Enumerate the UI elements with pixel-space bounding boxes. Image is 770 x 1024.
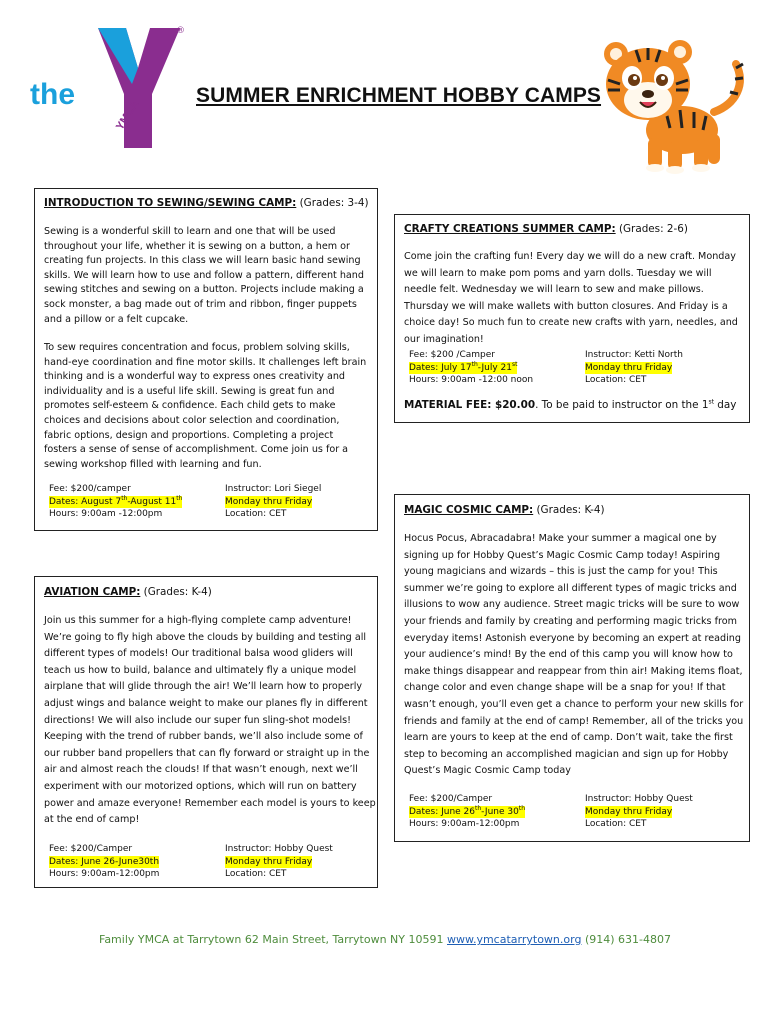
magic-location: Location: CET bbox=[585, 819, 647, 830]
crafty-paragraph: Come join the crafting fun! Every day we will do a new craft. Monday we will learn to make pom poms and yarn dolls. Tuesday we will needle felt. Wednesday we will learn to sew and make pillows. Thursday we will make wallets with button closures. And Friday is a choice day! So much fun to create new crafts with yarn, needles, and our imagination! bbox=[404, 251, 738, 345]
sewing-hours: Hours: 9:00am -12:00pm bbox=[49, 509, 163, 520]
aviation-camp-box bbox=[34, 576, 378, 888]
aviation-grades: (Grades: K-4) bbox=[140, 586, 212, 598]
crafty-fee: Fee: $200 /Camper bbox=[409, 350, 495, 360]
magic-paragraph: Hocus Pocus, Abracadabra! Make your summer a magical one by signing up for Hobby Quest’s Magic Cosmic Camp today! Aspiring young magicians and wizards – this is just the camp for you! This summer we’re going to explore all different types of magic tricks and illusions to wow any audience. Street magic tricks will be sure to wow your friends and family by creating and performing magic tricks from everyday items! Astonish everyone by becoming an expert at reading your audience’s mind! By the end of this camp you will know how to make things disappear and reappear from thin air! Making items float, change color and even change shape will be a snap for you! If that wasn’t enough, you’ll even get a chance to perform your new skills for friends and family at the end of camp! Remember, all of the tricks you learn are yours to keep at the end of camp. Don’t wait, take the first step to becoming an accomplished magician and sign up for Hobby Quest’s Magic Cosmic Camp today bbox=[404, 533, 744, 777]
ymca-logo bbox=[28, 22, 198, 152]
footer-address: Family YMCA at Tarrytown 62 Main Street, Tarrytown NY 10591 bbox=[99, 933, 447, 946]
tiger-illustration bbox=[596, 34, 748, 174]
magic-grades: (Grades: K-4) bbox=[533, 504, 605, 516]
sewing-camp-box bbox=[34, 188, 378, 531]
aviation-instructor: Instructor: Hobby Quest bbox=[225, 844, 333, 854]
magic-days: Monday thru Friday bbox=[585, 806, 673, 817]
material-fee: MATERIAL FEE: $20.00. To be paid to instructor on the 1st day bbox=[404, 398, 737, 411]
magic-dates: Dates: June 26th-June 30th bbox=[409, 804, 525, 817]
crafty-days: Monday thru Friday bbox=[585, 362, 673, 373]
magic-camp-box bbox=[394, 494, 750, 842]
sewing-fee: Fee: $200/camper bbox=[49, 484, 131, 494]
sewing-days: Monday thru Friday bbox=[225, 496, 313, 507]
aviation-days: Monday thru Friday bbox=[225, 856, 313, 867]
aviation-title: AVIATION CAMP: bbox=[44, 586, 141, 598]
crafty-fee-col bbox=[409, 349, 533, 387]
sewing-heading bbox=[44, 197, 369, 209]
crafty-title: CRAFTY CREATIONS SUMMER CAMP: bbox=[404, 223, 616, 235]
magic-fee: Fee: $200/Camper bbox=[409, 794, 493, 804]
crafty-instructor: Instructor: Ketti North bbox=[585, 350, 683, 360]
footer bbox=[0, 933, 770, 946]
footer-website-link[interactable]: www.ymcatarrytown.org bbox=[446, 933, 582, 946]
magic-instructor: Instructor: Hobby Quest bbox=[585, 794, 693, 804]
logo-word-the: the bbox=[30, 78, 75, 111]
magic-title: MAGIC COSMIC CAMP: bbox=[404, 504, 534, 516]
sewing-instructor: Instructor: Lori Siegel bbox=[225, 484, 322, 494]
magic-hours: Hours: 9:00am-12:00pm bbox=[409, 819, 520, 830]
aviation-paragraph: Join us this summer for a high-flying complete camp adventure! We’re going to fly high above the clouds by building and testing all different types of models! Our traditional balsa wood gliders will teach us how to build, balance and ultimately fly a unique model airplane that will glide through the air! We’ll learn how to properly adjust wings and balance weight to make our planes fly in different directions! We will also include our super fun sling-shot models! Keeping with the trend of rubber bands, we’ll also include some of our rubber band propellers that can fly forward or straight up in the air and almost reach the clouds! If that wasn’t enough, next we’ll experiment with our motorized options, which will run on battery power and amaze everyone! Remember each model is yours to keep at the end of camp! bbox=[44, 615, 376, 826]
crafty-instructor-col bbox=[585, 349, 683, 387]
sewing-instructor-col bbox=[225, 483, 321, 521]
registered-mark: ® bbox=[176, 26, 185, 36]
crafty-dates: Dates: July 17th-July 21st bbox=[409, 360, 518, 373]
logo-word-ymca: YMCA bbox=[114, 98, 142, 133]
crafty-grades: (Grades: 2-6) bbox=[615, 223, 688, 235]
crafty-hours: Hours: 9:00am -12:00 noon bbox=[409, 375, 534, 386]
magic-fee-col bbox=[409, 793, 525, 831]
aviation-location: Location: CET bbox=[225, 869, 287, 880]
sewing-location: Location: CET bbox=[225, 509, 287, 520]
crafty-location: Location: CET bbox=[585, 375, 647, 386]
sewing-dates: Dates: August 7th-August 11th bbox=[49, 494, 183, 507]
crafty-camp-box bbox=[394, 214, 750, 423]
aviation-dates: Dates: June 26-June30th bbox=[49, 856, 160, 867]
sewing-grades: (Grades: 3-4) bbox=[296, 197, 369, 209]
sewing-paragraph-1: Sewing is a wonderful skill to learn and one that will be used throughout your life, whether it is sewing on a button, a hem or creating fun projects. In this class we will learn basic hand sewing skills. We will learn how to use and follow a pattern, different hand sewing stitches and sewing on a button. Projects include making a sock monster, a bag made out of trim and ribbon, finger puppets and a pillow or a felt cupcake. bbox=[44, 226, 364, 325]
sewing-fee-col bbox=[49, 483, 182, 521]
sewing-title: INTRODUCTION TO SEWING/SEWING CAMP: bbox=[44, 197, 297, 209]
aviation-hours: Hours: 9:00am-12:00pm bbox=[49, 869, 160, 880]
sewing-paragraph-2: To sew requires concentration and focus, problem solving skills, hand-eye coordination and fine motor skills. It challenges left brain thinking and is a wonderful way to express ones creativity and individuality and is a useful life skill. Sewing is great fun and promotes self-esteem & confidence. Each child gets to make choices and decisions about color selection and coordination, fabric options, design and proportions. Completing a project fosters a sense of sense of accomplishment. Come join us for a sewing workshop filled with learning and fun. bbox=[44, 342, 367, 470]
footer-phone: (914) 631-4807 bbox=[581, 933, 671, 946]
magic-instructor-col bbox=[585, 793, 693, 831]
aviation-fee-col bbox=[49, 843, 159, 881]
page-title: SUMMER ENRICHMENT HOBBY CAMPS bbox=[196, 84, 602, 107]
aviation-instructor-col bbox=[225, 843, 333, 881]
aviation-fee: Fee: $200/Camper bbox=[49, 844, 133, 854]
